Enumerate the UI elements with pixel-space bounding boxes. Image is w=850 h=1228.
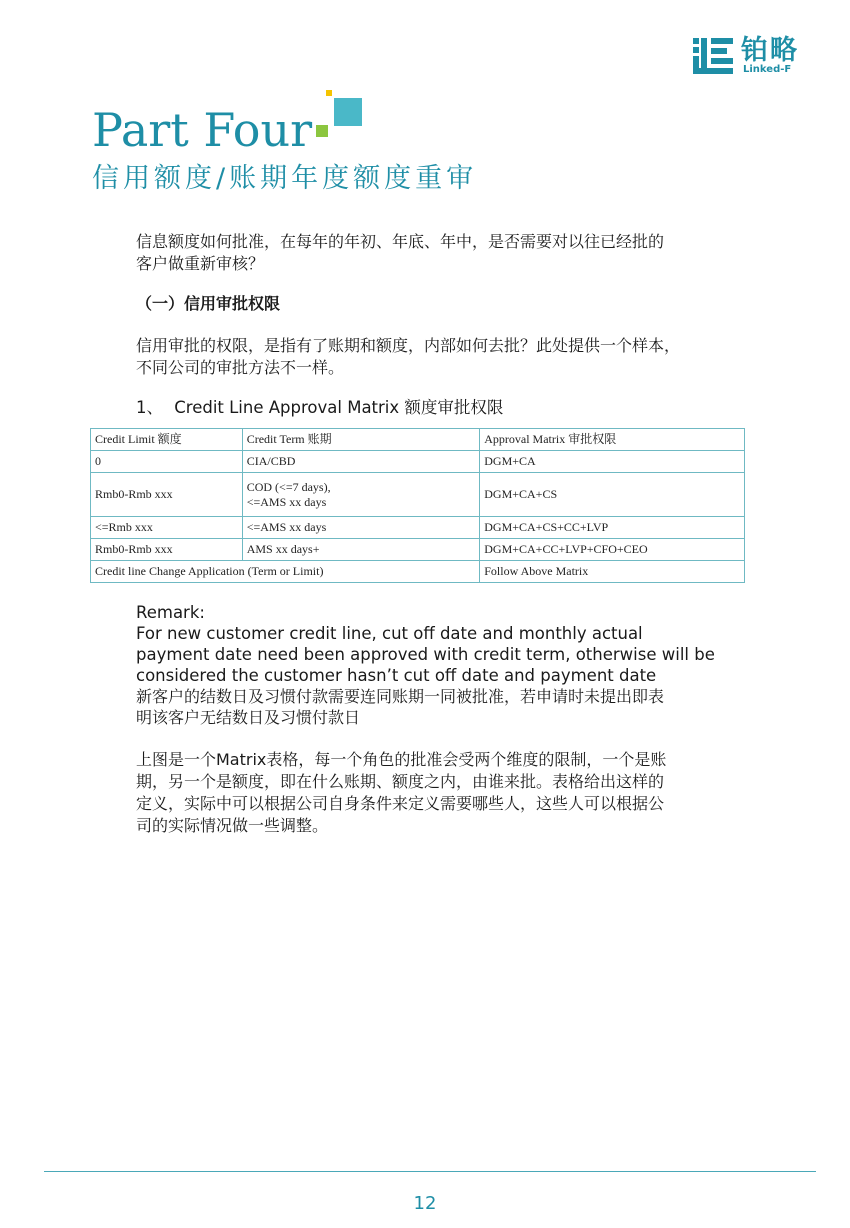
remark-line: payment date need been approved with credit term, otherwise will be	[136, 645, 715, 664]
header-credit-limit: Credit Limit 额度	[91, 429, 243, 451]
cell-term-line: <=AMS xx days	[246, 494, 327, 509]
header-approval-matrix: Approval Matrix 审批权限	[480, 429, 745, 451]
teal-square	[334, 98, 362, 126]
brand-logo	[693, 35, 813, 75]
caption-text: Credit Line Approval Matrix 额度审批权限	[174, 398, 504, 417]
cell-change-approval: Follow Above Matrix	[480, 561, 745, 583]
intro-line: 客户做重新审核？	[136, 254, 265, 273]
table-row	[91, 451, 745, 473]
summary-line: 期，另一个是额度，即在什么账期、额度之内，由谁来批。表格给出这样的	[136, 772, 665, 791]
section-subtitle: 信用额度/账期年度额度重审	[92, 163, 478, 194]
section-paragraph	[136, 335, 726, 379]
cell-term: <=AMS xx days	[242, 517, 480, 539]
table-row	[91, 539, 745, 561]
remark-line: considered the customer hasn’t cut off date and payment date	[136, 666, 657, 685]
section-line: 不同公司的审批方法不一样。	[136, 358, 345, 377]
table-row	[91, 473, 745, 517]
remark-line: 新客户的结数日及习惯付款需要连同账期一同被批准，若申请时未提出即表	[136, 687, 665, 706]
cell-approval: DGM+CA	[480, 451, 745, 473]
summary-line: 司的实际情况做一些调整。	[136, 816, 329, 835]
cell-limit: Rmb0-Rmb xxx	[91, 473, 243, 517]
approval-matrix-table	[90, 428, 745, 583]
cell-approval: DGM+CA+CS	[480, 473, 745, 517]
caption-number: 1、	[136, 398, 163, 417]
intro-line: 信息额度如何批准，在每年的年初、年底、年中，是否需要对以往已经批的	[136, 232, 665, 251]
section-heading: （一）信用审批权限	[136, 294, 281, 313]
yellow-square	[326, 90, 332, 96]
cell-term: AMS xx days+	[242, 539, 480, 561]
cell-approval: DGM+CA+CS+CC+LVP	[480, 517, 745, 539]
table-row-change-application	[91, 561, 745, 583]
matrix-caption	[136, 397, 509, 419]
part-title: Part Four	[92, 103, 313, 157]
cell-term-line: COD (<=7 days),	[246, 479, 331, 494]
cell-approval: DGM+CA+CC+LVP+CFO+CEO	[480, 539, 745, 561]
table-header-row	[91, 429, 745, 451]
remark-line: 明该客户无结数日及习惯付款日	[136, 708, 361, 727]
remark-block	[136, 602, 736, 728]
page-number: 12	[413, 1193, 437, 1214]
summary-line: 定义，实际中可以根据公司自身条件来定义需要哪些人，这些人可以根据公	[136, 794, 665, 813]
cell-change-label: Credit line Change Application (Term or Limit)	[91, 561, 480, 583]
cell-limit: 0	[91, 451, 243, 473]
remark-line: For new customer credit line, cut off date and monthly actual	[136, 624, 643, 643]
summary-paragraph	[136, 749, 726, 837]
summary-line: 上图是一个Matrix表格，每一个角色的批准会受两个维度的限制，一个是账	[136, 750, 667, 769]
cell-limit: Rmb0-Rmb xxx	[91, 539, 243, 561]
section-line: 信用审批的权限，是指有了账期和额度，内部如何去批？此处提供一个样本，	[136, 336, 681, 355]
table-row	[91, 517, 745, 539]
intro-paragraph	[136, 231, 726, 275]
footer-divider	[44, 1171, 816, 1172]
decorative-squares	[316, 90, 366, 142]
logo-chinese-text: 铂略	[741, 35, 799, 66]
logo-mark-icon	[693, 38, 739, 74]
cell-limit: <=Rmb xxx	[91, 517, 243, 539]
logo-english-text: Linked-F	[743, 64, 792, 75]
green-square	[316, 125, 328, 137]
header-credit-term: Credit Term 账期	[242, 429, 480, 451]
remark-title: Remark:	[136, 603, 205, 622]
cell-term	[242, 473, 480, 517]
cell-term: CIA/CBD	[242, 451, 480, 473]
